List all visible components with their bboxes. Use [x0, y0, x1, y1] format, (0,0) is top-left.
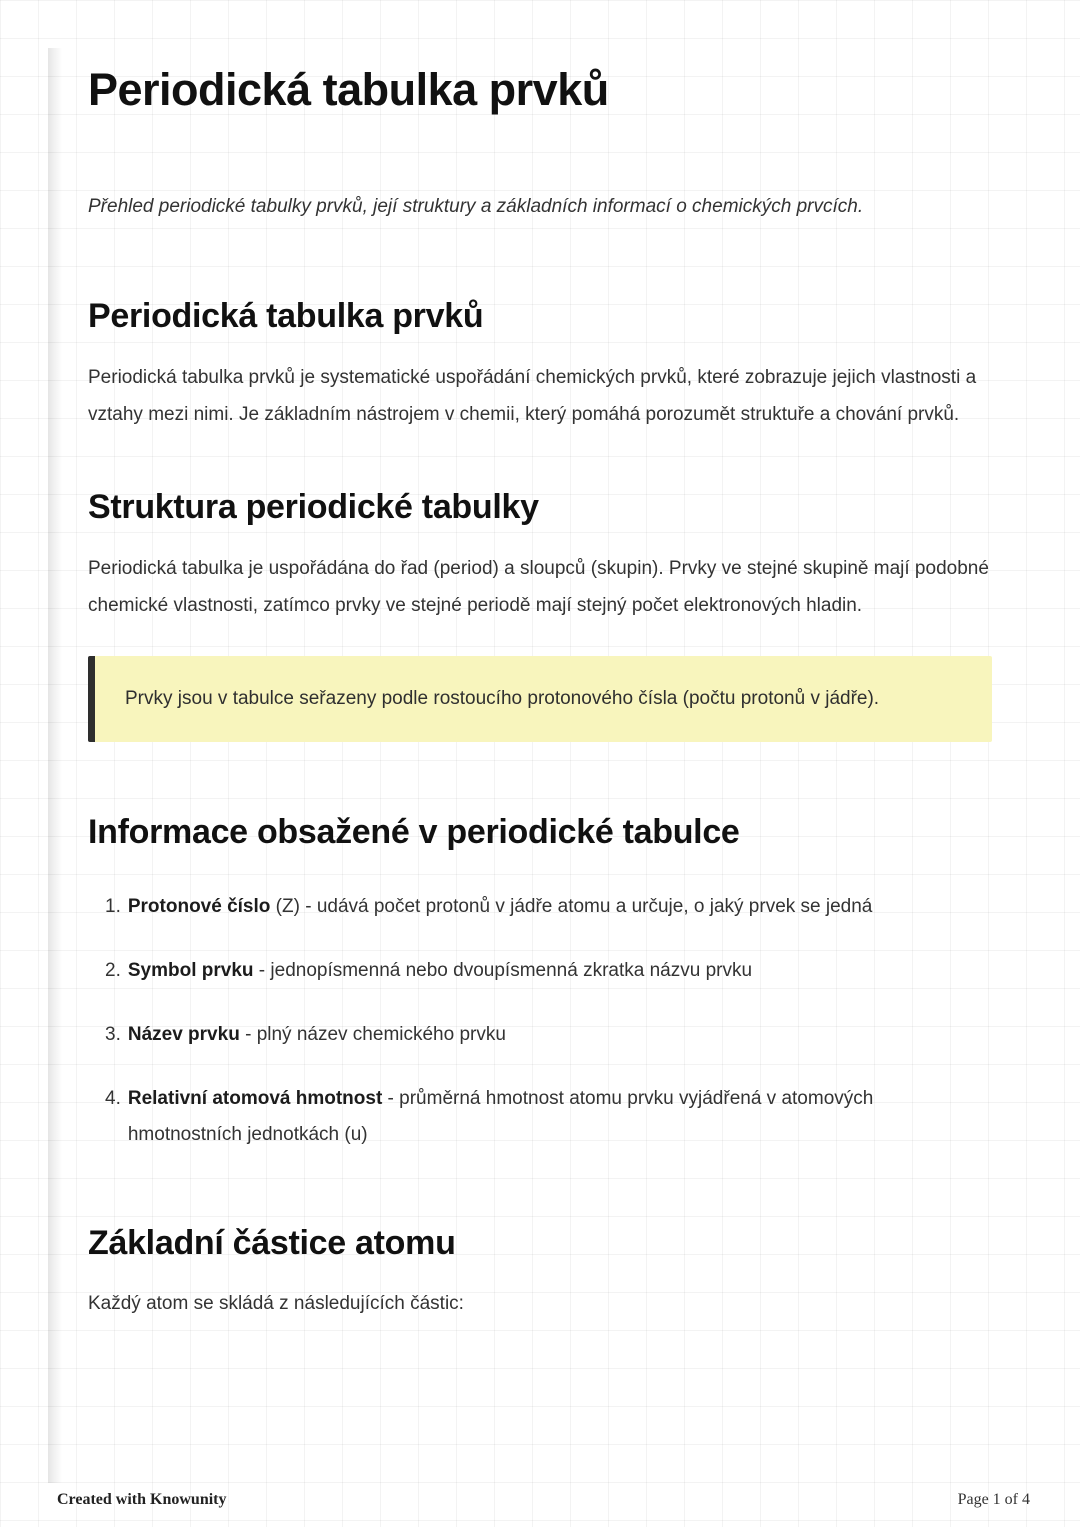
list-item-term: Protonové číslo [127, 895, 271, 917]
document-page [88, 0, 992, 1322]
list-item-term: Symbol prvku [127, 959, 254, 981]
list-item-content [128, 889, 873, 925]
list-number: 4. [105, 1087, 121, 1109]
list-number: 1. [105, 895, 121, 917]
footer-created-with: Created with Knowunity [57, 1491, 227, 1508]
section-heading-struktura: Struktura periodické tabulky [88, 488, 539, 527]
page-title: Periodická tabulka prvků [88, 64, 609, 115]
list-item [105, 1081, 992, 1153]
page-footer [57, 1491, 1030, 1509]
section-paragraph: Periodická tabulka prvků je systematické uspořádání chemických prvků, které zobrazuje jejich vlastnosti a vztahy mezi nimi. Je základním nástrojem v chemii, který pomáhá porozumět struktuře a chování prvků. [88, 367, 977, 426]
footer-page-number: Page 1 of 4 [957, 1491, 1030, 1508]
callout [88, 656, 992, 742]
list-item-content [128, 953, 752, 989]
list-item-text: - průměrná hmotnost atomu prvku vyjádřená v atomových hmotnostních jednotkách (u) [127, 1087, 874, 1145]
list-number: 3. [105, 1023, 121, 1045]
page-subtitle: Přehled periodické tabulky prvků, její struktury a základních informací o chemických prvcích. [88, 196, 864, 218]
list-item-text: - plný název chemického prvku [239, 1023, 506, 1045]
list-item-content [128, 1017, 506, 1053]
section-paragraph: Periodická tabulka je uspořádána do řad (period) a sloupců (skupin). Prvky ve stejné skupině mají podobné chemické vlastnosti, zatímco prvky ve stejné periodě mají stejný počet elektronových hladin. [88, 557, 989, 616]
list-item [105, 889, 992, 925]
section-paragraph: Každý atom se skládá z následujících částic: [88, 1293, 464, 1315]
list-item-text: - jednopísmenná nebo dvoupísmenná zkratka názvu prvku [253, 959, 753, 981]
list-item-term: Název prvku [127, 1023, 240, 1045]
list-item [105, 1017, 992, 1053]
list-item [105, 953, 992, 989]
section-heading-informace: Informace obsažené v periodické tabulce [88, 812, 740, 851]
info-list [88, 889, 992, 1153]
page-edge-shadow [48, 48, 62, 1483]
section-heading-zakladni-castice: Základní částice atomu [88, 1223, 456, 1262]
list-item-content [128, 1081, 992, 1153]
section-heading-periodicka-tabulka: Periodická tabulka prvků [88, 297, 484, 336]
list-item-term: Relativní atomová hmotnost [127, 1087, 383, 1109]
list-number: 2. [105, 959, 121, 981]
list-item-text: (Z) - udává počet protonů v jádře atomu a určuje, o jaký prvek se jedná [270, 895, 873, 917]
callout-text: Prvky jsou v tabulce seřazeny podle rostoucího protonového čísla (počtu protonů v jádře). [125, 687, 880, 709]
